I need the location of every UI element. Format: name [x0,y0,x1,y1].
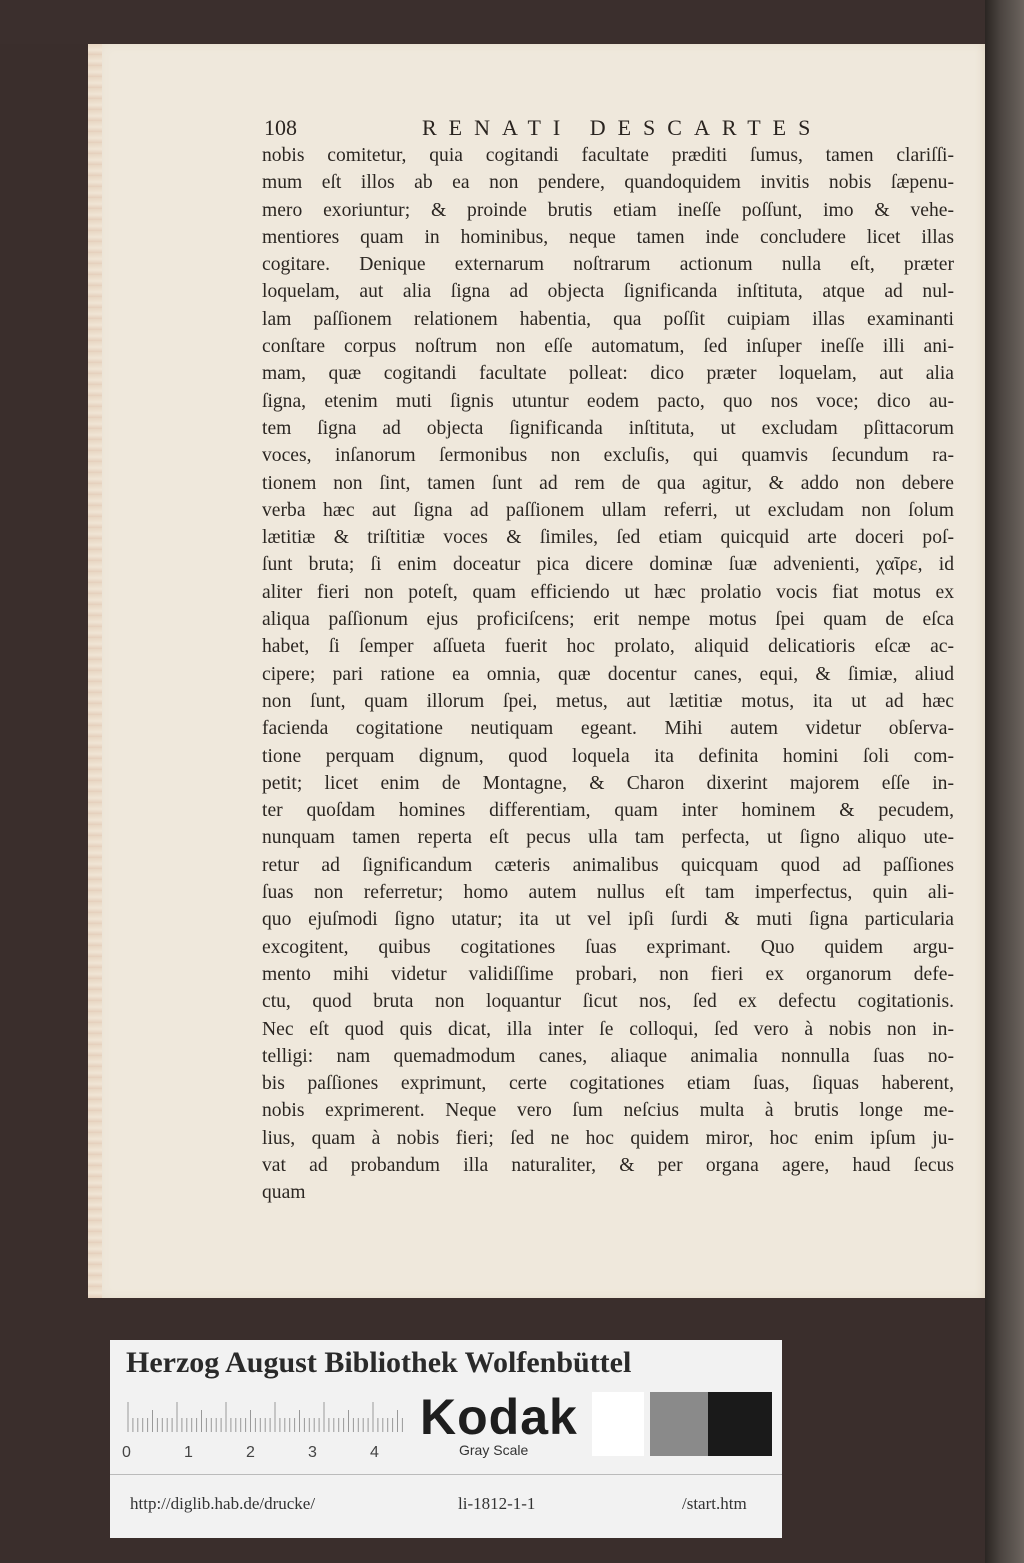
ruler-number: 0 [122,1444,131,1461]
text-line: vat ad probandum illa naturaliter, & per organa agere, haud ſecus [262,1154,954,1176]
running-title: RENATI DESCARTES [422,115,823,140]
text-line: cipere; pari ratione ea omnia, quӕ docentur canes, equi, & ſimiӕ, aliud [262,663,954,685]
ruler-number: 1 [184,1444,193,1461]
text-line: ctu, quod bruta non loquantur ſicut nos, ſed ex defectu cogitationis. [262,991,954,1013]
ruler-number: 3 [308,1444,317,1461]
text-line: non ſunt, quam illorum ſpei, metus, aut lӕtitiӕ motus, ita ut ad hӕc [262,690,954,712]
text-line: retur ad ſignificandum cӕteris animalibus quicquam quod ad paſſiones [262,854,954,876]
text-line: bis paſſiones exprimunt, certe cogitationes etiam ſuas, ſiquas haberent, [262,1073,954,1095]
scale-ruler [126,1398,406,1432]
text-line: nobis comitetur, quia cogitandi facultate prӕditi ſumus, tamen clariſſi- [262,145,954,166]
text-line: ſuas non referretur; homo autem nullus eſt tam imperfectus, quin ali- [262,882,954,904]
text-line: tione perquam dignum, quod loquela ita definita homini ſoli com- [262,745,954,767]
label-path: /start.htm [682,1494,747,1513]
label-url: http://diglib.hab.de/drucke/ [130,1494,316,1513]
ruler-number: 4 [370,1444,379,1461]
text-line: Nec eſt quod quis dicat, illa inter ſe colloqui, ſed vero à nobis non in- [262,1018,954,1040]
body-text [262,142,954,1207]
text-line: tem ſigna ad objecta ſignificanda inſtituta, ut excludam pſittacorum [262,417,954,439]
text-line: nunquam tamen reperta eſt pecus ulla tam perfecta, ut ſigno aliquo ute- [262,827,954,849]
text-line: quo ejuſmodi ſigno utatur; ita ut vel ipſi ſurdi & muti ſigna particularia [262,909,954,931]
text-line: lӕtitiӕ & triſtitiӕ voces & ſimiles, ſed etiam quicquid arte doceri poſ- [262,527,954,549]
text-line: excogitent, quibus cogitationes ſuas exprimant. Quo quidem argu- [262,936,954,958]
text-line: mento mihi videtur validiſſime probari, non fieri ex organorum defe- [262,963,954,985]
gray-scale-caption: Gray Scale [459,1442,529,1458]
text-line: mentiores quam in hominibus, neque tamen inde concludere licet illas [262,226,954,248]
gray-patch-black [708,1392,772,1456]
text-line: loquelam, aut alia ſigna ad objecta ſignificanda inſtituta, atque ad nul- [262,281,954,303]
text-line: quam [262,1182,306,1204]
gray-patch-white [592,1392,644,1456]
text-line: mam, quӕ cogitandi facultate polleat: dico prӕter loquelam, aut alia [262,363,954,385]
label-divider [110,1474,782,1475]
text-line: verba hӕc aut ſigna ad paſſionem ullam referri, ut excludam non ſolum [262,499,954,521]
text-line: telligi: nam quemadmodum canes, aliaque animalia nonnulla ſuas no- [262,1045,954,1067]
text-line: nobis exprimerent. Neque vero ſum neſcius multa à brutis longe me- [262,1100,954,1122]
text-line: ſunt bruta; ſi enim doceatur pica dicere dominӕ ſuӕ advenienti, χαῖρε, id [262,554,954,576]
kodak-logo: Kodak [420,1389,578,1445]
text-line: mum eſt illos ab ea non pendere, quandoquidem invitis nobis ſӕpenu- [262,172,954,194]
text-line: ſigna, etenim muti ſignis utuntur eodem pacto, quo nos voce; dico au- [262,390,954,412]
text-line: aliter fieri non poteſt, quam efficiendo ut hӕc prolatio vocis fiat motus ex [262,581,954,603]
text-line: conſtare corpus noſtrum non eſſe automatum, ſed inſuper ineſſe illi ani- [262,336,954,358]
text-line: facienda cogitatione neutiquam egeant. Mihi autem videtur obſerva- [262,718,954,740]
text-line: ter quoſdam homines differentiam, quam inter hominem & pecudem, [262,800,954,822]
text-line: habet, ſi ſemper aſſueta fuerit hoc prolato, aliquid delicatioris eſcӕ ac- [262,636,954,658]
text-line: aliqua paſſionum ejus proficiſcens; erit nempe motus ſpei quam de eſca [262,609,954,631]
text-line: mero exoriuntur; & proinde brutis etiam ineſſe poſſunt, imo & vehe- [262,199,954,221]
page-number: 108 [264,115,297,140]
text-line: voces, inſanorum ſermonibus non excluſis, qui quamvis ſecundum ra- [262,445,954,467]
gray-patch-mid [650,1392,708,1456]
ruler-number: 2 [246,1444,255,1461]
page-binding-edge [88,44,102,1298]
label-shelfmark: li-1812-1-1 [458,1494,536,1513]
text-line: lam paſſionem relationem habentia, qua poſſit cuipiam illas examinanti [262,308,954,330]
text-line: petit; licet enim de Montagne, & Charon dixerint majorem eſſe in- [262,772,954,794]
text-line: tionem non ſint, tamen ſunt ad rem de qua agitur, & addo non debere [262,472,954,494]
scan-background-right [985,0,1024,1563]
library-name: Herzog August Bibliothek Wolfenbüttel [126,1346,632,1379]
text-line: lius, quam à nobis fieri; ſed ne hoc quidem miror, hoc enim ipſum ju- [262,1127,954,1149]
text-line: cogitare. Denique externarum noſtrarum actionum nulla eſt, prӕter [262,254,954,276]
scan-background-top [0,0,1024,44]
